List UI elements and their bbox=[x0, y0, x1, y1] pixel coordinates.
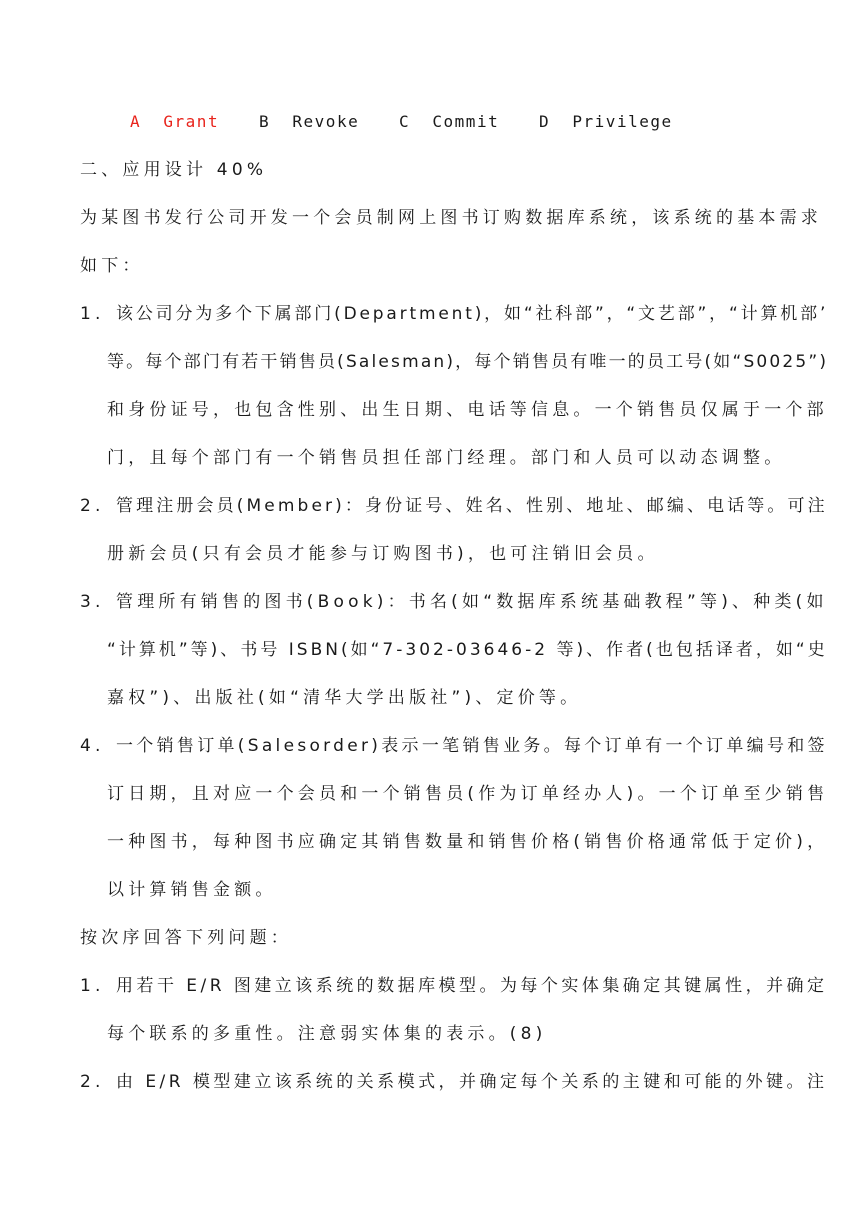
item-number: 1. bbox=[80, 976, 105, 996]
option-b: B Revoke bbox=[259, 112, 360, 131]
option-d: D Privilege bbox=[539, 112, 673, 131]
item-number: 4. bbox=[80, 736, 105, 756]
option-c: C Commit bbox=[399, 112, 500, 131]
option-a: A Grant bbox=[130, 112, 220, 131]
item-number: 2. bbox=[80, 496, 105, 516]
item-number: 2. bbox=[80, 1072, 105, 1092]
document-page: A Grant B Revoke C Commit D Privilege 二、应用设计 40% 为某图书发行公司开发一个会员制网上图书订购数据库系统，该系统的基本需求 如下： 1. 该公司分为多个下属部门(Department)，如“社科部”，“文艺部”，“计算机部’ 等。每个部门有若干销售员(Salesman)，每个销售员有唯一的员工号(如“S0025”) 和身份证号，也包含性别、出生日期、电话等信息。一个销售员仅属于一个部 门，且每个部门有一个销售员担任部门经理。部门和人员可以动态调整。 2. 管理注册会员(Member)：身份证号、姓名、性别、地址、邮编、电话等。可注 册新会员(只有会员才能参与订购图书)，也可注销旧会员。 3. 管理所有销售的图书(Book)：书名(如“数据库系统基础教程”等)、种类(如 “计算机”等)、书号 ISBN(如“7-302-03646-2 等)、作者(也包括译者，如“史 嘉权”)、出版社(如“清华大学出版社”)、定价等。 4. 一个销售订单(Salesorder)表示一笔销售业务。每个订单有一个订单编号和签 订日期，且对应一个会员和一个销售员(作为订单经办人)。一个订单至少销售 一种图书，每种图书应确定其销售数量和销售价格(销售价格通常低于定价)， 以计算销售金额。 按次序回答下列问题： 1. 用若干 E/R 图建立该系统的数据库模型。为每个实体集确定其键属性，并确定 每个联系的多重性。注意弱实体集的表示。(8) 2. 由 E/R 模型建立该系统的关系模式，并确定每个关系的主键和可能的外键。注 bbox=[80, 112, 829, 1092]
item-number: 3. bbox=[80, 592, 105, 612]
item-number: 1. bbox=[80, 304, 105, 324]
